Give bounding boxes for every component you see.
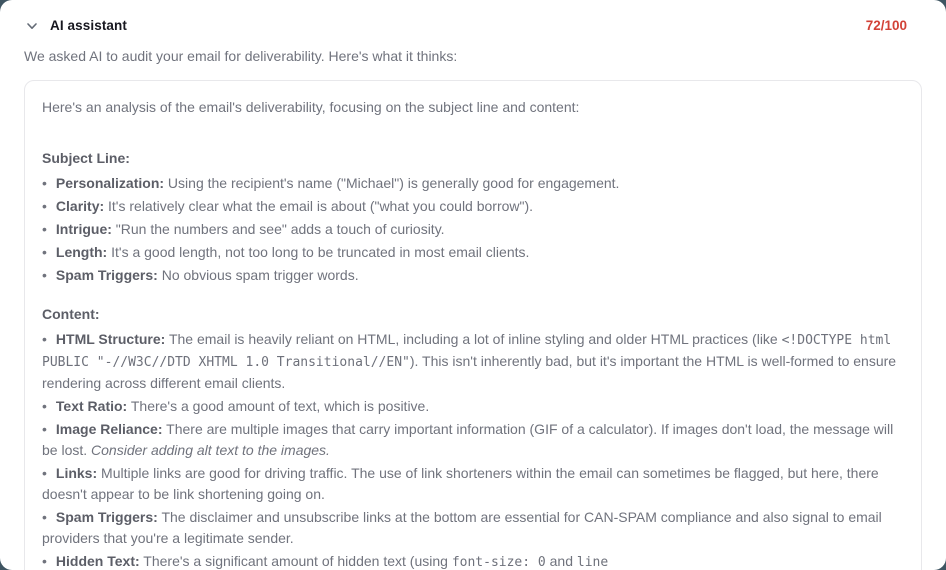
bullet-text: line [576, 555, 609, 570]
bullet-label: Spam Triggers: [55, 509, 158, 525]
bullet-text: It's relatively clear what the email is about ("what you could borrow"). [104, 198, 534, 214]
bullet-label: Personalization: [55, 175, 165, 191]
bullet-item [42, 196, 904, 217]
section-heading: Content: [42, 306, 100, 322]
bullet-marker: • [42, 421, 47, 437]
bullet-marker: • [42, 221, 47, 237]
bullet-marker: • [42, 244, 47, 260]
analysis-lead: Here's an analysis of the email's deliverability, focusing on the subject line and content: [42, 99, 580, 115]
bullet-label: Links: [55, 465, 98, 481]
bullet-text: "Run the numbers and see" adds a touch of curiosity. [111, 221, 445, 237]
bullet-text: and [545, 553, 577, 569]
bullet-text: ). This isn't inherently bad, but it's important the HTML is well-formed to ensure rendering across different email clients. [42, 353, 897, 391]
bullet-text: Consider adding alt text to the images. [91, 442, 330, 458]
deliverability-score: 72/100 [865, 18, 907, 33]
bullet-item [42, 396, 904, 417]
bullet-marker: • [42, 398, 47, 414]
bullet-marker: • [42, 553, 47, 569]
bullet-item [42, 551, 904, 570]
bullet-item [42, 329, 904, 394]
bullet-text: font-size: 0 [451, 555, 546, 570]
bullet-text: Multiple links are good for driving traffic. The use of link shorteners within the email can sometimes be flagged, but here, there doesn't appear to be link shortening going on. [42, 465, 879, 502]
bullet-text: There's a significant amount of hidden text (using [139, 553, 452, 569]
bullet-text: It's a good length, not too long to be truncated in most email clients. [107, 244, 530, 260]
bullet-text: Using the recipient's name ("Michael") is generally good for engagement. [164, 175, 620, 191]
panel-header [0, 0, 946, 33]
bullet-item [42, 463, 904, 505]
bullet-text: <!DOCTYPE html PUBLIC "-//W3C//DTD XHTML 1.0 Transitional//EN" [42, 333, 892, 370]
chevron-down-icon[interactable] [25, 19, 39, 33]
bullet-label: Intrigue: [55, 221, 112, 237]
analysis-card [24, 80, 922, 570]
bullet-marker: • [42, 331, 47, 347]
bullet-item [42, 173, 904, 194]
bullet-marker: • [42, 509, 47, 525]
bullet-marker: • [42, 267, 47, 283]
bullet-label: Spam Triggers: [55, 267, 158, 283]
bullet-marker: • [42, 198, 47, 214]
bullet-label: Text Ratio: [55, 398, 128, 414]
bullet-marker: • [42, 175, 47, 191]
intro-text: We asked AI to audit your email for deliverability. Here's what it thinks: [24, 48, 458, 64]
bullet-item [42, 419, 904, 461]
bullet-label: HTML Structure: [55, 331, 166, 347]
bullet-text: There are multiple images that carry important information (GIF of a calculator). If images don't load, the message will be lost. [42, 421, 894, 458]
bullet-text: No obvious spam trigger words. [157, 267, 359, 283]
bullet-marker: • [42, 465, 47, 481]
section-heading: Subject Line: [42, 150, 130, 166]
bullet-label: Length: [55, 244, 108, 260]
bullet-item [42, 219, 904, 240]
bullet-text: The disclaimer and unsubscribe links at the bottom are essential for CAN-SPAM compliance and also signal to email providers that you're a legitimate sender. [42, 509, 882, 546]
bullet-item [42, 242, 904, 263]
analysis-sections [42, 148, 904, 570]
bullet-item [42, 507, 904, 549]
bullet-label: Clarity: [55, 198, 105, 214]
bullet-text: There's a good amount of text, which is positive. [127, 398, 430, 414]
bullet-label: Image Reliance: [55, 421, 163, 437]
bullet-label: Hidden Text: [55, 553, 140, 569]
bullet-item [42, 265, 904, 286]
panel-title: AI assistant [50, 18, 127, 33]
bullet-text: The email is heavily reliant on HTML, including a lot of inline styling and older HTML practices (like [165, 331, 782, 347]
